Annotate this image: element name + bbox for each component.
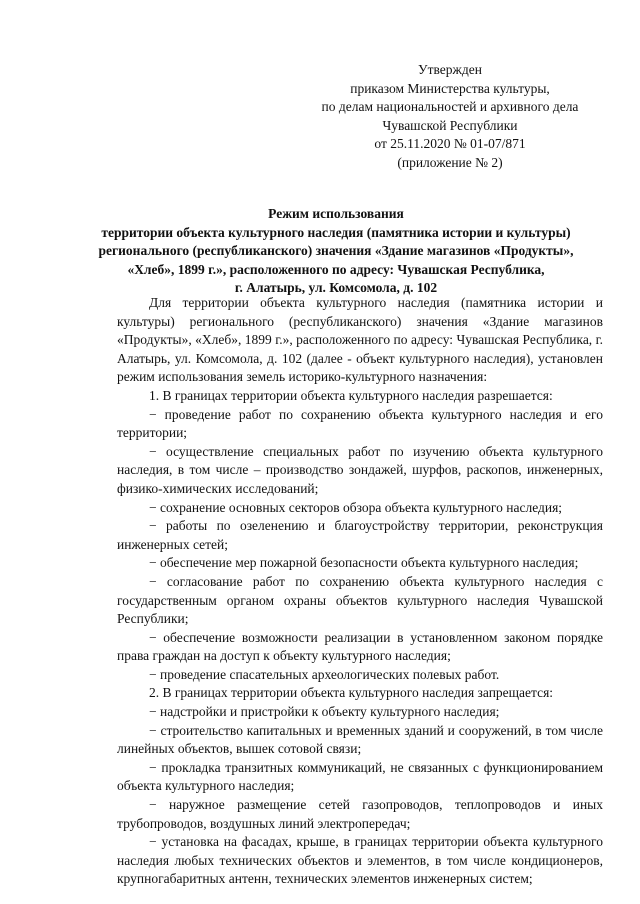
document-body — [117, 294, 603, 889]
list-item: − сохранение основных секторов обзора объекта культурного наследия; — [149, 499, 563, 515]
approval-line: Чувашской Республики — [382, 117, 518, 133]
list-item: − строительство капитальных и временных зданий и сооружений, в том числе линейных объектов, вышек сотовой связи; — [117, 722, 603, 757]
list-item: − обеспечение возможности реализации в установленном законом порядке права граждан на доступ к объекту культурного наследия; — [117, 629, 603, 664]
section-heading: 1. В границах территории объекта культурного наследия разрешается: — [149, 387, 553, 403]
approval-line: (приложение № 2) — [397, 154, 503, 170]
title-line: территории объекта культурного наследия (памятника истории и культуры) — [101, 224, 571, 240]
list-item: − наружное размещение сетей газопроводов, теплопроводов и иных трубопроводов, воздушных линий электропередач; — [117, 797, 603, 831]
list-item: − проведение спасательных археологических полевых работ. — [149, 666, 500, 682]
list-item: − надстройки и пристройки к объекту культурного наследия; — [149, 704, 500, 720]
title-line: г. Алатырь, ул. Комсомола, д. 102 — [234, 280, 438, 296]
list-item: − обеспечение мер пожарной безопасности объекта культурного наследия; — [149, 555, 579, 571]
list-item: − осуществление специальных работ по изучению объекта культурного наследия, в том числе – производство зондажей, шурфов, раскопов, инженерных, физико-химических исследований; — [117, 443, 603, 496]
section-heading: 2. В границах территории объекта культурного наследия запрещается: — [149, 685, 554, 701]
title-line: «Хлеб», 1899 г.», расположенного по адресу: Чувашская Республика, — [127, 261, 545, 277]
list-item: − согласование работ по сохранению объекта культурного наследия с государственным органом охраны объектов культурного наследия Чувашской Республики; — [117, 573, 603, 627]
title-line: регионального (республиканского) значения «Здание магазинов «Продукты», — [98, 243, 574, 259]
list-item: − работы по озеленению и благоустройству территории, реконструкция инженерных сетей; — [117, 518, 603, 552]
document-title — [66, 205, 606, 298]
list-item: − проведение работ по сохранению объекта культурного наследия и его территории; — [117, 406, 603, 441]
approval-line: от 25.11.2020 № 01-07/871 — [374, 136, 526, 152]
title-line: Режим использования — [268, 206, 404, 221]
approval-line: Утвержден — [418, 62, 482, 77]
intro-paragraph: Для территории объекта культурного наследия (памятника истории и культуры) регионального (республиканского) значения «Здание магазинов «Продукты», «Хлеб», 1899 г.», расположенного по адресу: Чувашская Республика, г. Алатырь, ул. Комсомола, д. 102 (далее - объект культурного наследия), установлен режим использования земель историко-культурного назначения: — [117, 295, 603, 385]
approval-line: приказом Министерства культуры, — [350, 80, 550, 96]
approval-line: по делам национальностей и архивного дела — [321, 99, 579, 115]
list-item: − установка на фасадах, крыше, в границах территории объекта культурного наследия любых технических объектов и элементов, в том числе кондиционеров, крупногабаритных антенн, технических элементов инженерных систем; — [117, 834, 603, 887]
approval-block — [300, 61, 600, 173]
list-item: − прокладка транзитных коммуникаций, не связанных с функционированием объекта культурного наследия; — [117, 759, 603, 794]
